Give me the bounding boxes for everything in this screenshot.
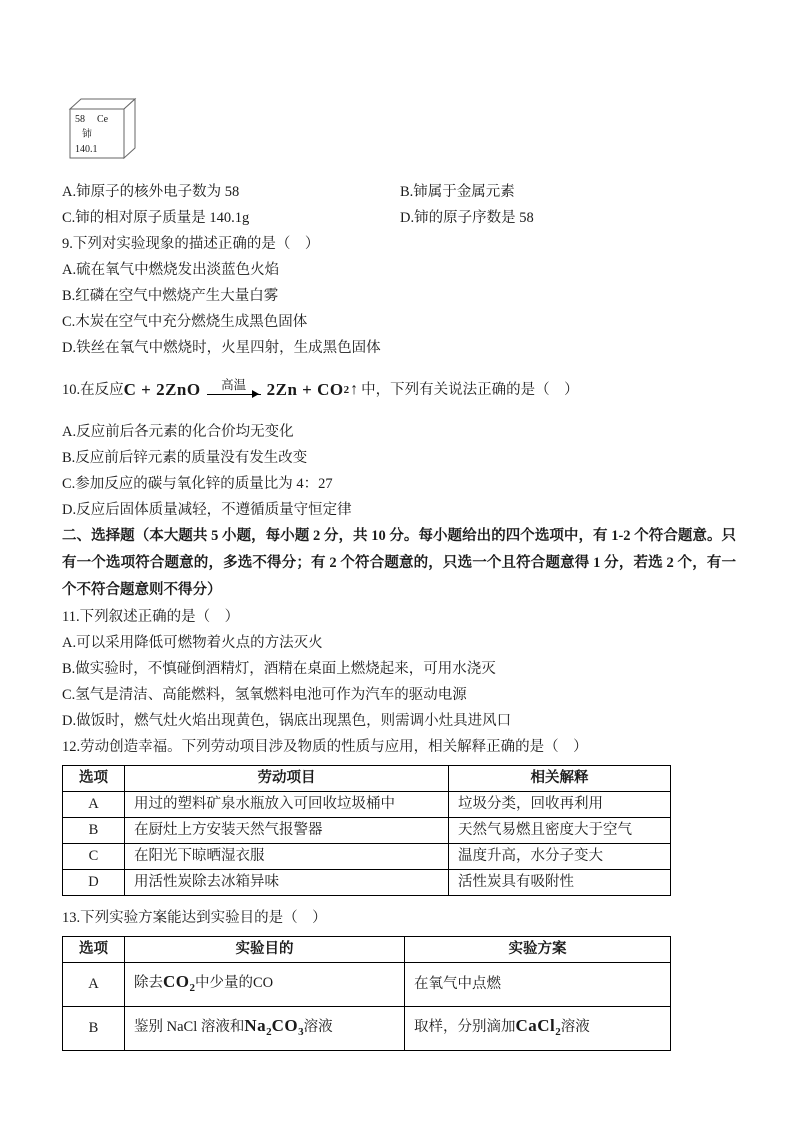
cell-labor-item: 用过的塑料矿泉水瓶放入可回收垃圾桶中 bbox=[125, 792, 449, 818]
formula-na2co3-subscript: 3 bbox=[298, 1025, 304, 1038]
table-header-row bbox=[63, 766, 671, 792]
element-box-cube bbox=[64, 96, 140, 162]
cell-labor-item: 在厨灶上方安装天然气报警器 bbox=[125, 818, 449, 844]
question-12-block bbox=[62, 734, 736, 896]
option-10b: B.反应前后锌元素的质量没有发生改变 bbox=[62, 450, 308, 466]
table-row bbox=[63, 818, 671, 844]
table-row bbox=[63, 963, 671, 1007]
formula-na2co3: Na bbox=[244, 1015, 267, 1035]
cell-option: C bbox=[63, 844, 125, 870]
formula-cacl2: CaCl bbox=[515, 1015, 556, 1035]
option-11b: B.做实验时，不慎碰倒酒精灯，酒精在桌面上燃烧起来，可用水浇灭 bbox=[62, 661, 496, 677]
plan-text: 溶液 bbox=[560, 1018, 590, 1035]
cell-option: B bbox=[63, 1007, 125, 1051]
question-9-block bbox=[62, 231, 736, 361]
goal-text: 中少量的CO bbox=[195, 974, 274, 991]
question-11-stem: 11.下列叙述正确的是（ ） bbox=[62, 609, 240, 625]
option-9b: B.红磷在空气中燃烧产生大量白雾 bbox=[62, 288, 279, 304]
cell-explanation: 天然气易燃且密度大于空气 bbox=[449, 818, 671, 844]
question-10-block bbox=[62, 367, 736, 523]
reaction-arrow-icon bbox=[207, 394, 261, 395]
question-12-table bbox=[62, 765, 671, 896]
plan-text: 取样，分别滴加 bbox=[414, 1018, 516, 1035]
header-option: 选项 bbox=[63, 937, 125, 963]
formula-na2co3-subscript: 2 bbox=[266, 1025, 272, 1038]
header-experiment-plan: 实验方案 bbox=[405, 937, 671, 963]
element-box-diagram bbox=[64, 96, 736, 167]
option-10a: A.反应前后各元素的化合价均无变化 bbox=[62, 424, 294, 440]
header-explanation: 相关解释 bbox=[449, 766, 671, 792]
table-row bbox=[63, 844, 671, 870]
goal-text: 溶液 bbox=[303, 1018, 333, 1035]
option-9a: A.硫在氧气中燃烧发出淡蓝色火焰 bbox=[62, 262, 280, 278]
option-8b: B.铈属于金属元素 bbox=[400, 184, 515, 200]
question-10-stem bbox=[62, 367, 736, 413]
option-10c: C.参加反应的碳与氧化锌的质量比为 4：27 bbox=[62, 476, 333, 492]
cell-option: D bbox=[63, 870, 125, 896]
option-9d: D.铁丝在氧气中燃烧时，火星四射，生成黑色固体 bbox=[62, 340, 381, 356]
element-symbol-label: Ce bbox=[97, 114, 109, 125]
question-11-block bbox=[62, 604, 736, 734]
option-9c: C.木炭在空气中充分燃烧生成黑色固体 bbox=[62, 314, 308, 330]
option-11d: D.做饭时，燃气灶火焰出现黄色，锅底出现黑色，则需调小灶具进风口 bbox=[62, 713, 512, 729]
element-name-label: 铈 bbox=[82, 129, 92, 140]
option-10d: D.反应后固体质量减轻，不遵循质量守恒定律 bbox=[62, 502, 352, 518]
question-9-stem: 9.下列对实验现象的描述正确的是（ ） bbox=[62, 236, 320, 252]
option-8c: C.铈的相对原子质量是 140.1g bbox=[62, 210, 250, 226]
table-row bbox=[63, 1007, 671, 1051]
cell-experiment-goal bbox=[125, 963, 405, 1007]
question-8-block bbox=[62, 96, 736, 231]
formula-co2-subscript: 2 bbox=[189, 981, 195, 994]
question-13-stem: 13.下列实验方案能达到实验目的是（ ） bbox=[62, 910, 327, 926]
atomic-number-label: 58 bbox=[75, 114, 85, 125]
header-option: 选项 bbox=[63, 766, 125, 792]
question-13-block bbox=[62, 905, 736, 1051]
table-row bbox=[63, 870, 671, 896]
cell-option: A bbox=[63, 963, 125, 1007]
cell-experiment-plan bbox=[405, 1007, 671, 1051]
equation-rhs-subscript: 2 bbox=[343, 384, 350, 396]
goal-text: 鉴别 NaCl 溶液和 bbox=[134, 1018, 245, 1035]
section-2-header: 二、选择题（本大题共 5 小题，每小题 2 分，共 10 分。每小题给出的四个选项中，有 1-2 个符合题意。只有一个选项符合题意的，多选不得分；有 2 个符合题意的，只选一个且符合题意得 1 分，若选 2 个，有一个不符合题意则不得分） bbox=[62, 528, 736, 598]
table-header-row bbox=[63, 937, 671, 963]
cell-labor-item: 用活性炭除去冰箱异味 bbox=[125, 870, 449, 896]
formula-na2co3: CO bbox=[271, 1015, 299, 1035]
element-mass-label: 140.1 bbox=[75, 144, 98, 155]
option-8d: D.铈的原子序数是 58 bbox=[400, 210, 534, 226]
equation-rhs: 2Zn + CO bbox=[266, 380, 344, 399]
option-8a: A.铈原子的核外电子数为 58 bbox=[62, 184, 240, 200]
question-10-prefix: 10.在反应 bbox=[62, 382, 124, 398]
formula-co2: CO bbox=[163, 971, 190, 991]
cell-option: B bbox=[63, 818, 125, 844]
equation-lhs: C + 2ZnO bbox=[123, 380, 201, 399]
option-11c: C.氢气是清洁、高能燃料，氢氧燃料电池可作为汽车的驱动电源 bbox=[62, 687, 467, 703]
option-11a: A.可以采用降低可燃物着火点的方法灭火 bbox=[62, 635, 323, 651]
goal-text: 除去 bbox=[134, 974, 163, 991]
question-12-stem: 12.劳动创造幸福。下列劳动项目涉及物质的性质与应用，相关解释正确的是（ ） bbox=[62, 739, 588, 755]
table-row bbox=[63, 792, 671, 818]
question-10-suffix: 中，下列有关说法正确的是（ ） bbox=[361, 382, 579, 398]
condition-label: 高温 bbox=[221, 377, 247, 392]
cell-explanation: 活性炭具有吸附性 bbox=[449, 870, 671, 896]
cell-experiment-plan: 在氧气中点燃 bbox=[405, 963, 671, 1007]
cell-explanation: 垃圾分类，回收再利用 bbox=[449, 792, 671, 818]
cell-explanation: 温度升高，水分子变大 bbox=[449, 844, 671, 870]
question-8-options bbox=[62, 179, 736, 231]
gas-up-arrow-icon: ↑ bbox=[350, 381, 359, 398]
cell-option: A bbox=[63, 792, 125, 818]
header-experiment-goal: 实验目的 bbox=[125, 937, 405, 963]
header-labor-item: 劳动项目 bbox=[125, 766, 449, 792]
formula-cacl2-subscript: 2 bbox=[555, 1025, 561, 1038]
cell-experiment-goal bbox=[125, 1007, 405, 1051]
reaction-condition bbox=[207, 378, 261, 395]
cell-labor-item: 在阳光下晾晒湿衣服 bbox=[125, 844, 449, 870]
question-13-table bbox=[62, 936, 671, 1051]
